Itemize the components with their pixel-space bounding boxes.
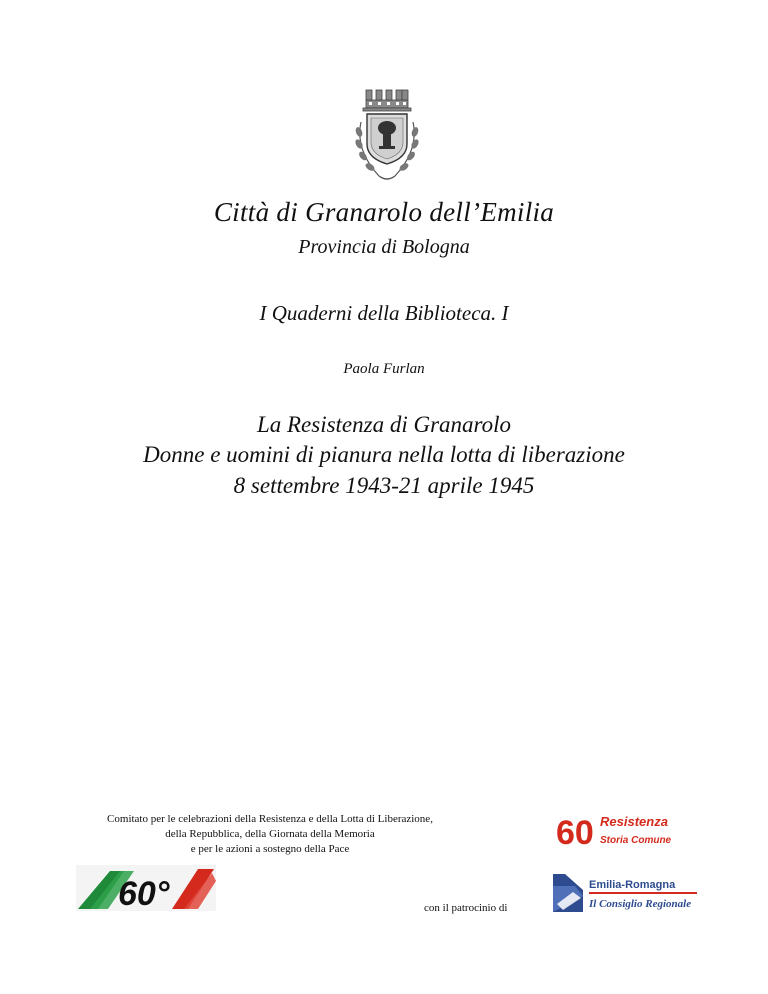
city-name: Città di Granarolo dell’Emilia bbox=[213, 197, 555, 227]
book-title-line-2: Donne e uomini di pianura nella lotta di liberazione bbox=[143, 442, 625, 467]
committee-line-2: della Repubblica, della Giornata della Memoria bbox=[165, 828, 375, 840]
coat-of-arms-icon bbox=[349, 84, 425, 188]
series-title: I Quaderni della Biblioteca. I bbox=[259, 301, 509, 325]
region-name-text: Emilia-Romagna bbox=[589, 879, 676, 891]
author-name: Paola Furlan bbox=[343, 361, 425, 377]
committee-line-1: Comitato per le celebrazioni della Resistenza e della Lotta di Liberazione, bbox=[107, 813, 433, 825]
region-council-text: Il Consiglio Regionale bbox=[589, 898, 692, 910]
province-name: Provincia di Bologna bbox=[298, 236, 470, 258]
regional-council-logo bbox=[553, 874, 699, 912]
committee-line-3: e per le azioni a sostegno della Pace bbox=[190, 843, 350, 855]
sixty-anniversary-logo bbox=[76, 865, 216, 911]
resistenza-top-text: Resistenza bbox=[600, 814, 668, 829]
committee-text bbox=[50, 812, 490, 857]
resistenza-number: 60 bbox=[556, 814, 594, 852]
book-title-line-1: La Resistenza di Granarolo bbox=[256, 412, 512, 437]
book-title-line-3: 8 settembre 1943-21 aprile 1945 bbox=[233, 473, 535, 498]
patronage-text: con il patrocinio di bbox=[424, 902, 508, 914]
sixty-anniversary-text: 60° bbox=[118, 875, 170, 911]
resistenza-logo bbox=[556, 810, 706, 852]
resistenza-bottom-text: Storia Comune bbox=[600, 835, 672, 846]
